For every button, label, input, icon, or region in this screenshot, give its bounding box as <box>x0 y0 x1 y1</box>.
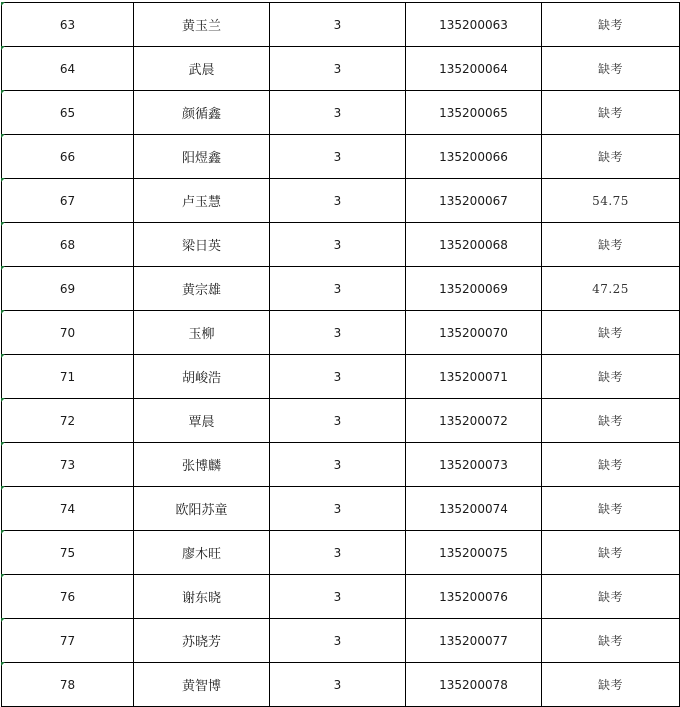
name-cell[interactable]: 卢玉慧 <box>134 179 270 223</box>
score-table <box>1 2 680 707</box>
table-row <box>2 91 680 135</box>
group-cell[interactable]: 3 <box>270 267 406 311</box>
table-row <box>2 399 680 443</box>
score-cell[interactable]: 缺考 <box>542 619 680 663</box>
score-cell[interactable]: 缺考 <box>542 399 680 443</box>
exam-id-cell[interactable]: 135200064 <box>406 47 542 91</box>
exam-id-cell[interactable]: 135200075 <box>406 531 542 575</box>
exam-id-cell[interactable]: 135200077 <box>406 619 542 663</box>
group-cell[interactable]: 3 <box>270 91 406 135</box>
table-row <box>2 443 680 487</box>
exam-id-cell[interactable]: 135200071 <box>406 355 542 399</box>
name-cell[interactable]: 颜循鑫 <box>134 91 270 135</box>
exam-id-cell[interactable]: 135200074 <box>406 487 542 531</box>
exam-id-cell[interactable]: 135200069 <box>406 267 542 311</box>
row-index-cell[interactable]: 72 <box>2 399 134 443</box>
row-index-cell[interactable]: 64 <box>2 47 134 91</box>
row-index-cell[interactable]: 77 <box>2 619 134 663</box>
score-cell[interactable]: 缺考 <box>542 223 680 267</box>
name-cell[interactable]: 阳煜鑫 <box>134 135 270 179</box>
table-row <box>2 619 680 663</box>
table-row <box>2 179 680 223</box>
table-row <box>2 311 680 355</box>
score-cell[interactable]: 缺考 <box>542 3 680 47</box>
name-cell[interactable]: 黄智博 <box>134 663 270 707</box>
row-index-cell[interactable]: 75 <box>2 531 134 575</box>
table-row <box>2 355 680 399</box>
exam-id-cell[interactable]: 135200078 <box>406 663 542 707</box>
score-cell[interactable]: 缺考 <box>542 663 680 707</box>
name-cell[interactable]: 梁日英 <box>134 223 270 267</box>
exam-id-cell[interactable]: 135200073 <box>406 443 542 487</box>
name-cell[interactable]: 玉柳 <box>134 311 270 355</box>
score-cell[interactable]: 缺考 <box>542 311 680 355</box>
row-index-cell[interactable]: 67 <box>2 179 134 223</box>
table-row <box>2 487 680 531</box>
table-row <box>2 531 680 575</box>
name-cell[interactable]: 廖木旺 <box>134 531 270 575</box>
score-cell[interactable]: 缺考 <box>542 531 680 575</box>
table-row <box>2 223 680 267</box>
group-cell[interactable]: 3 <box>270 399 406 443</box>
exam-id-cell[interactable]: 135200070 <box>406 311 542 355</box>
group-cell[interactable]: 3 <box>270 619 406 663</box>
group-cell[interactable]: 3 <box>270 3 406 47</box>
exam-id-cell[interactable]: 135200063 <box>406 3 542 47</box>
table-row <box>2 47 680 91</box>
row-index-cell[interactable]: 63 <box>2 3 134 47</box>
group-cell[interactable]: 3 <box>270 575 406 619</box>
name-cell[interactable]: 张博麟 <box>134 443 270 487</box>
group-cell[interactable]: 3 <box>270 443 406 487</box>
group-cell[interactable]: 3 <box>270 47 406 91</box>
exam-id-cell[interactable]: 135200072 <box>406 399 542 443</box>
group-cell[interactable]: 3 <box>270 663 406 707</box>
name-cell[interactable]: 黄玉兰 <box>134 3 270 47</box>
name-cell[interactable]: 苏晓芳 <box>134 619 270 663</box>
table-row <box>2 135 680 179</box>
group-cell[interactable]: 3 <box>270 179 406 223</box>
row-index-cell[interactable]: 70 <box>2 311 134 355</box>
row-index-cell[interactable]: 66 <box>2 135 134 179</box>
score-cell[interactable]: 缺考 <box>542 91 680 135</box>
name-cell[interactable]: 覃晨 <box>134 399 270 443</box>
row-index-cell[interactable]: 71 <box>2 355 134 399</box>
row-index-cell[interactable]: 73 <box>2 443 134 487</box>
table-row <box>2 267 680 311</box>
group-cell[interactable]: 3 <box>270 135 406 179</box>
group-cell[interactable]: 3 <box>270 355 406 399</box>
score-cell[interactable]: 47.25 <box>542 267 680 311</box>
score-cell[interactable]: 缺考 <box>542 575 680 619</box>
score-cell[interactable]: 缺考 <box>542 135 680 179</box>
score-table-body <box>2 3 680 707</box>
exam-id-cell[interactable]: 135200065 <box>406 91 542 135</box>
score-cell[interactable]: 缺考 <box>542 487 680 531</box>
exam-id-cell[interactable]: 135200076 <box>406 575 542 619</box>
group-cell[interactable]: 3 <box>270 223 406 267</box>
name-cell[interactable]: 武晨 <box>134 47 270 91</box>
exam-id-cell[interactable]: 135200068 <box>406 223 542 267</box>
row-index-cell[interactable]: 69 <box>2 267 134 311</box>
row-index-cell[interactable]: 68 <box>2 223 134 267</box>
row-index-cell[interactable]: 65 <box>2 91 134 135</box>
row-index-cell[interactable]: 78 <box>2 663 134 707</box>
group-cell[interactable]: 3 <box>270 311 406 355</box>
score-cell[interactable]: 缺考 <box>542 355 680 399</box>
score-cell[interactable]: 54.75 <box>542 179 680 223</box>
table-row <box>2 663 680 707</box>
score-cell[interactable]: 缺考 <box>542 47 680 91</box>
table-row <box>2 575 680 619</box>
name-cell[interactable]: 谢东晓 <box>134 575 270 619</box>
row-index-cell[interactable]: 74 <box>2 487 134 531</box>
group-cell[interactable]: 3 <box>270 531 406 575</box>
score-cell[interactable]: 缺考 <box>542 443 680 487</box>
name-cell[interactable]: 欧阳苏童 <box>134 487 270 531</box>
row-index-cell[interactable]: 76 <box>2 575 134 619</box>
name-cell[interactable]: 黄宗雄 <box>134 267 270 311</box>
name-cell[interactable]: 胡峻浩 <box>134 355 270 399</box>
group-cell[interactable]: 3 <box>270 487 406 531</box>
exam-id-cell[interactable]: 135200066 <box>406 135 542 179</box>
exam-id-cell[interactable]: 135200067 <box>406 179 542 223</box>
table-row <box>2 3 680 47</box>
